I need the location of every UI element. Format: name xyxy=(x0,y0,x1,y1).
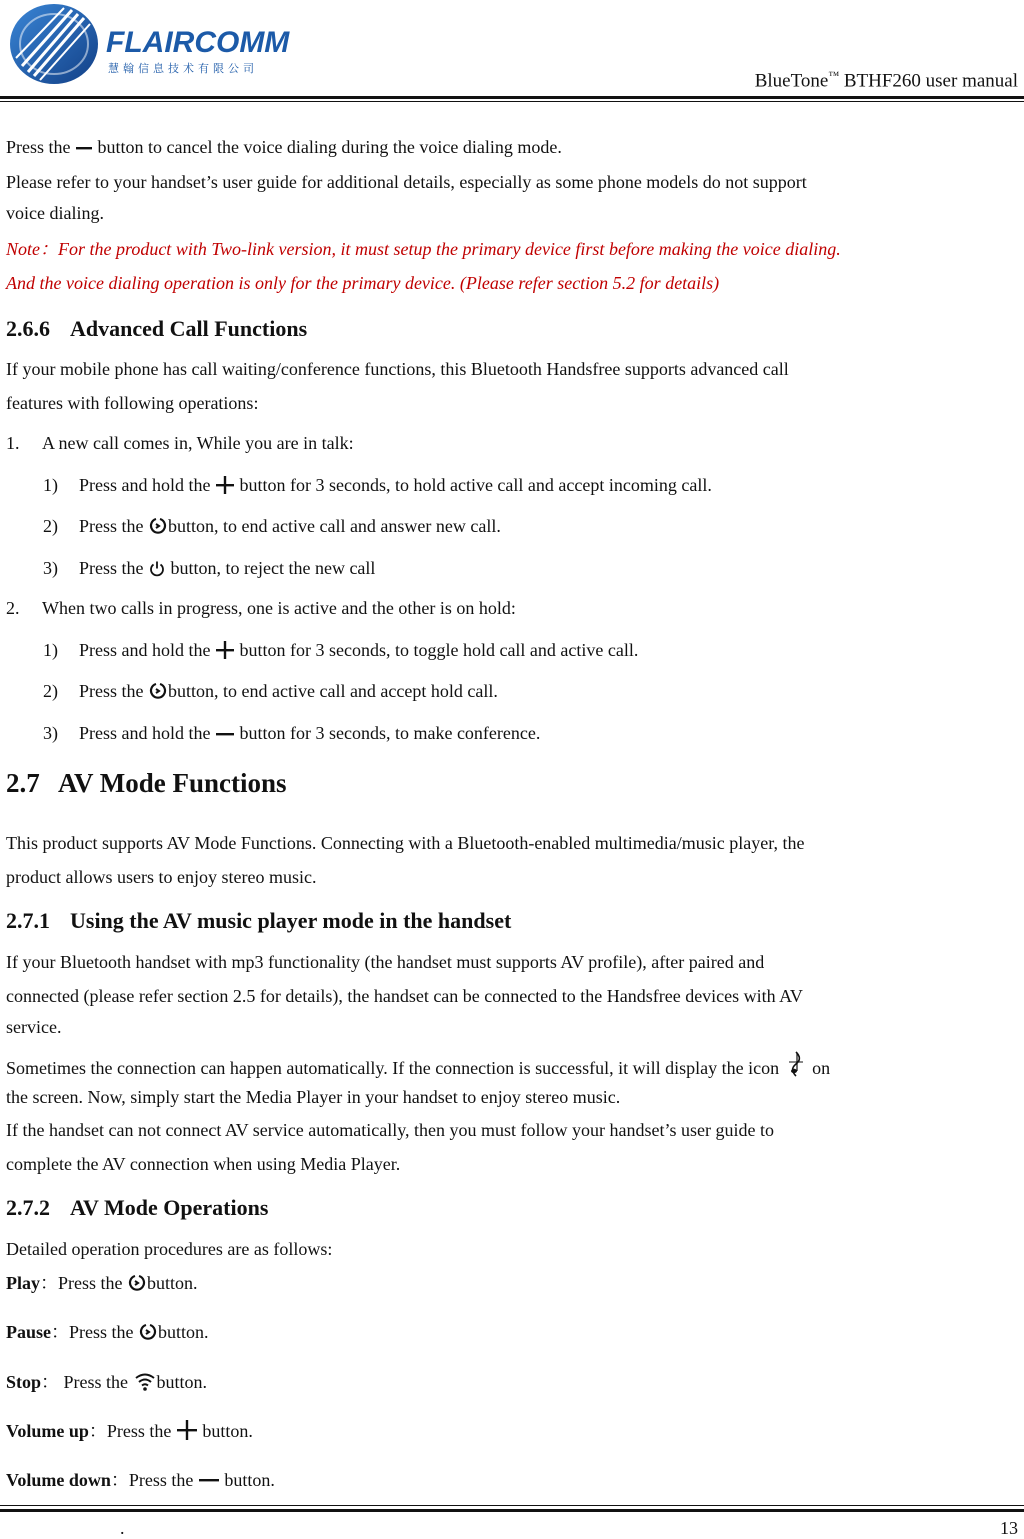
volume-down-operation: Volume down：Press the button. xyxy=(6,1470,275,1490)
s271-para-2: connected (please refer section 2.5 for details), the handset can be connected to the Handsfree devices with AV xyxy=(6,986,803,1006)
play-operation: Play：Press the button. xyxy=(6,1273,198,1293)
page-number: 13 xyxy=(1000,1518,1018,1538)
s271-para-4: Sometimes the connection can happen automatically. If the connection is successful, it will display the icon on xyxy=(6,1051,830,1079)
flaircomm-logo xyxy=(6,2,316,88)
intro-line-3: voice dialing. xyxy=(6,203,104,223)
s271-para-1: If your Bluetooth handset with mp3 functionality (the handset must supports AV profile), after paired and xyxy=(6,952,765,972)
plus-button-icon xyxy=(216,641,234,659)
s266-para-2: features with following operations: xyxy=(6,393,259,413)
page-header xyxy=(0,0,1024,110)
section-2-7-1-heading: 2.7.1 Using the AV music player mode in the handset xyxy=(6,908,512,933)
minus-button-icon xyxy=(216,726,234,742)
s272-para-1: Detailed operation procedures are as follows: xyxy=(6,1239,333,1259)
plus-button-icon xyxy=(177,1420,197,1440)
multifunction-button-icon xyxy=(139,1323,157,1341)
pause-operation: Pause：Press the button. xyxy=(6,1322,209,1342)
s266-para-1: If your mobile phone has call waiting/conference functions, this Bluetooth Handsfree supports advanced call xyxy=(6,359,789,379)
footer-rule xyxy=(0,1509,1024,1512)
wireless-button-icon xyxy=(134,1373,156,1391)
power-button-icon xyxy=(149,561,165,577)
minus-button-icon xyxy=(199,1473,219,1489)
footer-mark: . xyxy=(120,1518,125,1538)
manual-title: BlueTone™ BTHF260 user manual xyxy=(754,70,1018,92)
multifunction-button-icon xyxy=(128,1274,146,1292)
multifunction-button-icon xyxy=(149,517,167,535)
minus-button-icon xyxy=(76,140,92,156)
stop-operation: Stop： Press the button. xyxy=(6,1372,208,1392)
section-2-7-2-heading: 2.7.2 AV Mode Operations xyxy=(6,1195,269,1220)
note-line-2: And the voice dialing operation is only for the primary device. (Please refer section 5.2 for details) xyxy=(6,273,720,293)
s271-para-3: service. xyxy=(6,1017,62,1037)
volume-up-operation: Volume up：Press the button. xyxy=(6,1421,253,1441)
music-note-icon xyxy=(785,1051,807,1077)
list-item-2-1: 1) Press and hold the button for 3 seconds, to toggle hold call and active call. xyxy=(43,640,639,660)
list-item-1-1: 1) Press and hold the button for 3 seconds, to hold active call and accept incoming call. xyxy=(43,475,712,495)
list-item-2-2: 2) Press the button, to end active call and accept hold call. xyxy=(43,681,498,701)
intro-line-1: Press the button to cancel the voice dialing during the voice dialing mode. xyxy=(6,137,562,157)
logo-brand-text: FLAIRCOMM xyxy=(106,26,290,59)
header-rule xyxy=(0,96,1024,99)
list-item-1-3: 3) Press the button, to reject the new call xyxy=(43,558,376,578)
list-item-2-3: 3) Press and hold the button for 3 seconds, to make conference. xyxy=(43,723,541,743)
list-item-1: 1. A new call comes in, While you are in talk: xyxy=(6,433,354,453)
list-item-2: 2. When two calls in progress, one is active and the other is on hold: xyxy=(6,598,516,618)
s27-para-1: This product supports AV Mode Functions. Connecting with a Bluetooth-enabled multimedia/music player, the xyxy=(6,833,805,853)
s27-para-2: product allows users to enjoy stereo music. xyxy=(6,867,317,887)
s271-para-6: If the handset can not connect AV service automatically, then you must follow your handset’s user guide to xyxy=(6,1120,774,1140)
footer-rule-thin xyxy=(0,1505,1024,1506)
note-line-1: Note：For the product with Two-link version, it must setup the primary device first before making the voice dialing. xyxy=(6,239,841,259)
header-rule-thin xyxy=(0,101,1024,102)
intro-line-2: Please refer to your handset’s user guide for additional details, especially as some phone models do not support xyxy=(6,172,807,192)
s271-para-5: the screen. Now, simply start the Media Player in your handset to enjoy stereo music. xyxy=(6,1087,621,1107)
multifunction-button-icon xyxy=(149,682,167,700)
list-item-1-2: 2) Press the button, to end active call and answer new call. xyxy=(43,516,501,536)
logo-brand-cn-text: 慧翰信息技术有限公司 xyxy=(108,62,258,75)
s271-para-7: complete the AV connection when using Media Player. xyxy=(6,1154,401,1174)
section-2-6-6-heading: 2.6.6 Advanced Call Functions xyxy=(6,316,308,341)
section-2-7-heading: 2.7 AV Mode Functions xyxy=(6,768,287,798)
plus-button-icon xyxy=(216,476,234,494)
